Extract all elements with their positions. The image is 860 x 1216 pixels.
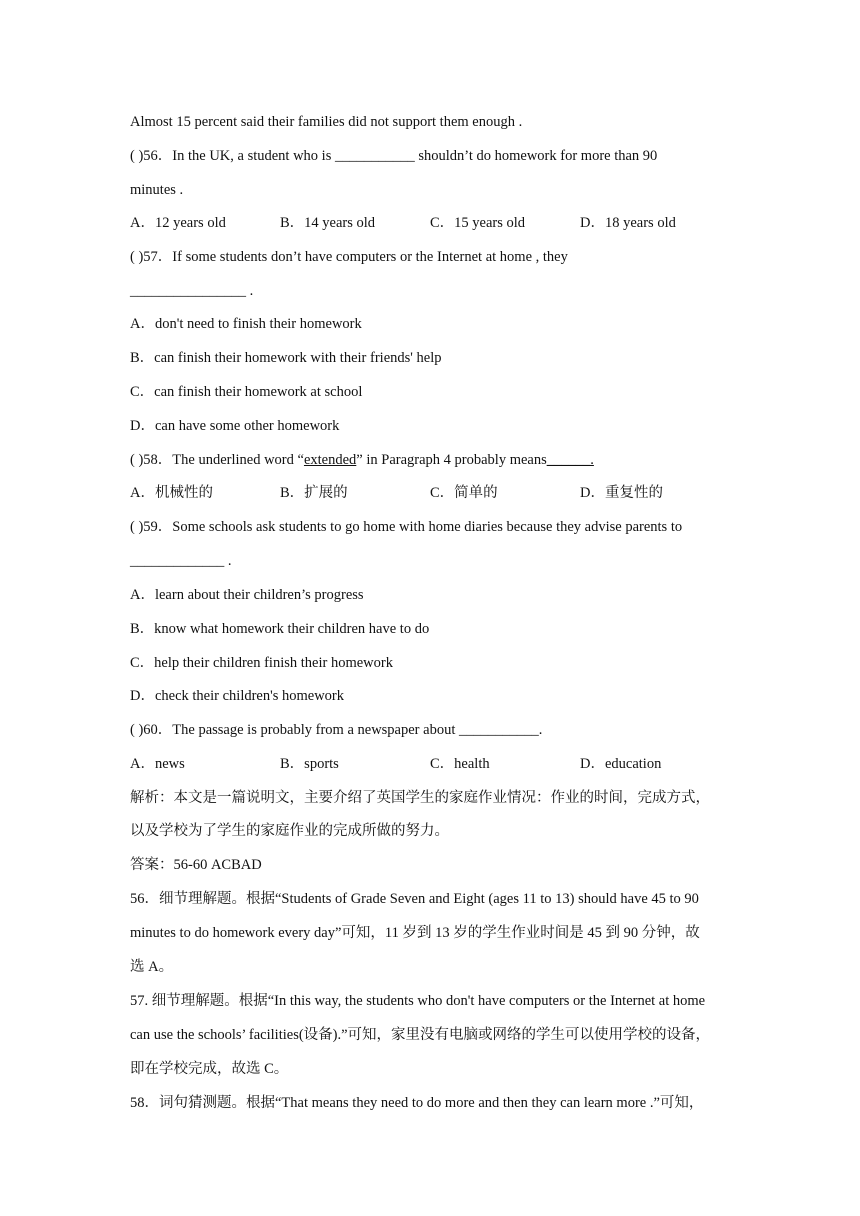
q59-option-d: D．check their children's homework	[130, 688, 345, 704]
explanation-56-line-1: 56．细节理解题。根据“Students of Grade Seven and Eight (ages 11 to 13) should have 45 to 90	[130, 891, 699, 907]
q56-option-b: B．14 years old	[280, 215, 376, 231]
q58-option-a: A．机械性的	[130, 485, 213, 501]
q58-stem-part-b: ” in Paragraph 4 probably means	[356, 452, 547, 468]
explanation-57-line-3: 即在学校完成，故选 C。	[130, 1061, 289, 1077]
text-line: Almost 15 percent said their families did not support them enough .	[130, 114, 523, 130]
q57-option-b: B．can finish their homework with their friends' help	[130, 350, 442, 366]
q58-option-b: B．扩展的	[280, 485, 348, 501]
q59-option-c: C．help their children finish their homework	[130, 655, 393, 671]
explanation-56-line-2: minutes to do homework every day”可知，11 岁到 13 岁的学生作业时间是 45 到 90 分钟，故	[130, 925, 700, 941]
explanation-58-line-1: 58．词句猜测题。根据“That means they need to do more and then they can learn more .”可知，	[130, 1095, 704, 1111]
question-56-stem-cont: minutes .	[130, 182, 184, 198]
answer-key: 答案：56-60 ACBAD	[130, 857, 262, 873]
question-58-stem	[130, 450, 594, 470]
question-59-stem: ( )59．Some schools ask students to go home with home diaries because they advise parents to	[130, 519, 683, 535]
q57-option-c: C．can finish their homework at school	[130, 384, 363, 400]
q57-option-d: D．can have some other homework	[130, 418, 340, 434]
question-56-stem: ( )56．In the UK, a student who is ___________ shouldn’t do homework for more than 90	[130, 148, 658, 164]
question-57-stem: ( )57．If some students don’t have computers or the Internet at home , they	[130, 249, 568, 265]
q59-option-a: A．learn about their children’s progress	[130, 587, 364, 603]
q56-option-d: D．18 years old	[580, 215, 676, 231]
q57-option-a: A．don't need to finish their homework	[130, 316, 362, 332]
explanation-56-line-3: 选 A。	[130, 959, 174, 975]
analysis-line-1: 解析：本文是一篇说明文，主要介绍了英国学生的家庭作业情况：作业的时间，完成方式，	[130, 790, 710, 806]
q60-option-d: D．education	[580, 756, 662, 772]
q58-blank: ______.	[546, 452, 594, 468]
q59-option-b: B．know what homework their children have to do	[130, 621, 430, 637]
q56-option-a: A．12 years old	[130, 215, 226, 231]
q58-stem-part-a: ( )58．The underlined word “	[130, 452, 304, 468]
question-59-stem-cont: _____________ .	[130, 553, 232, 569]
explanation-57-line-1: 57. 细节理解题。根据“In this way, the students who don't have computers or the Internet at home	[130, 993, 706, 1009]
question-57-stem-cont: ________________ .	[130, 283, 254, 299]
q58-option-c: C．简单的	[430, 485, 498, 501]
explanation-57-line-2: can use the schools’ facilities(设备).”可知，家里没有电脑或网络的学生可以使用学校的设备，	[130, 1027, 711, 1043]
underlined-word: extended	[303, 452, 357, 468]
q56-option-c: C．15 years old	[430, 215, 526, 231]
question-60-stem: ( )60．The passage is probably from a newspaper about ___________.	[130, 722, 543, 738]
q58-option-d: D．重复性的	[580, 485, 663, 501]
q60-option-c: C．health	[430, 756, 490, 772]
q60-option-b: B．sports	[280, 756, 339, 772]
analysis-line-2: 以及学校为了学生的家庭作业的完成所做的努力。	[130, 823, 449, 839]
q60-option-a: A．news	[130, 756, 185, 772]
